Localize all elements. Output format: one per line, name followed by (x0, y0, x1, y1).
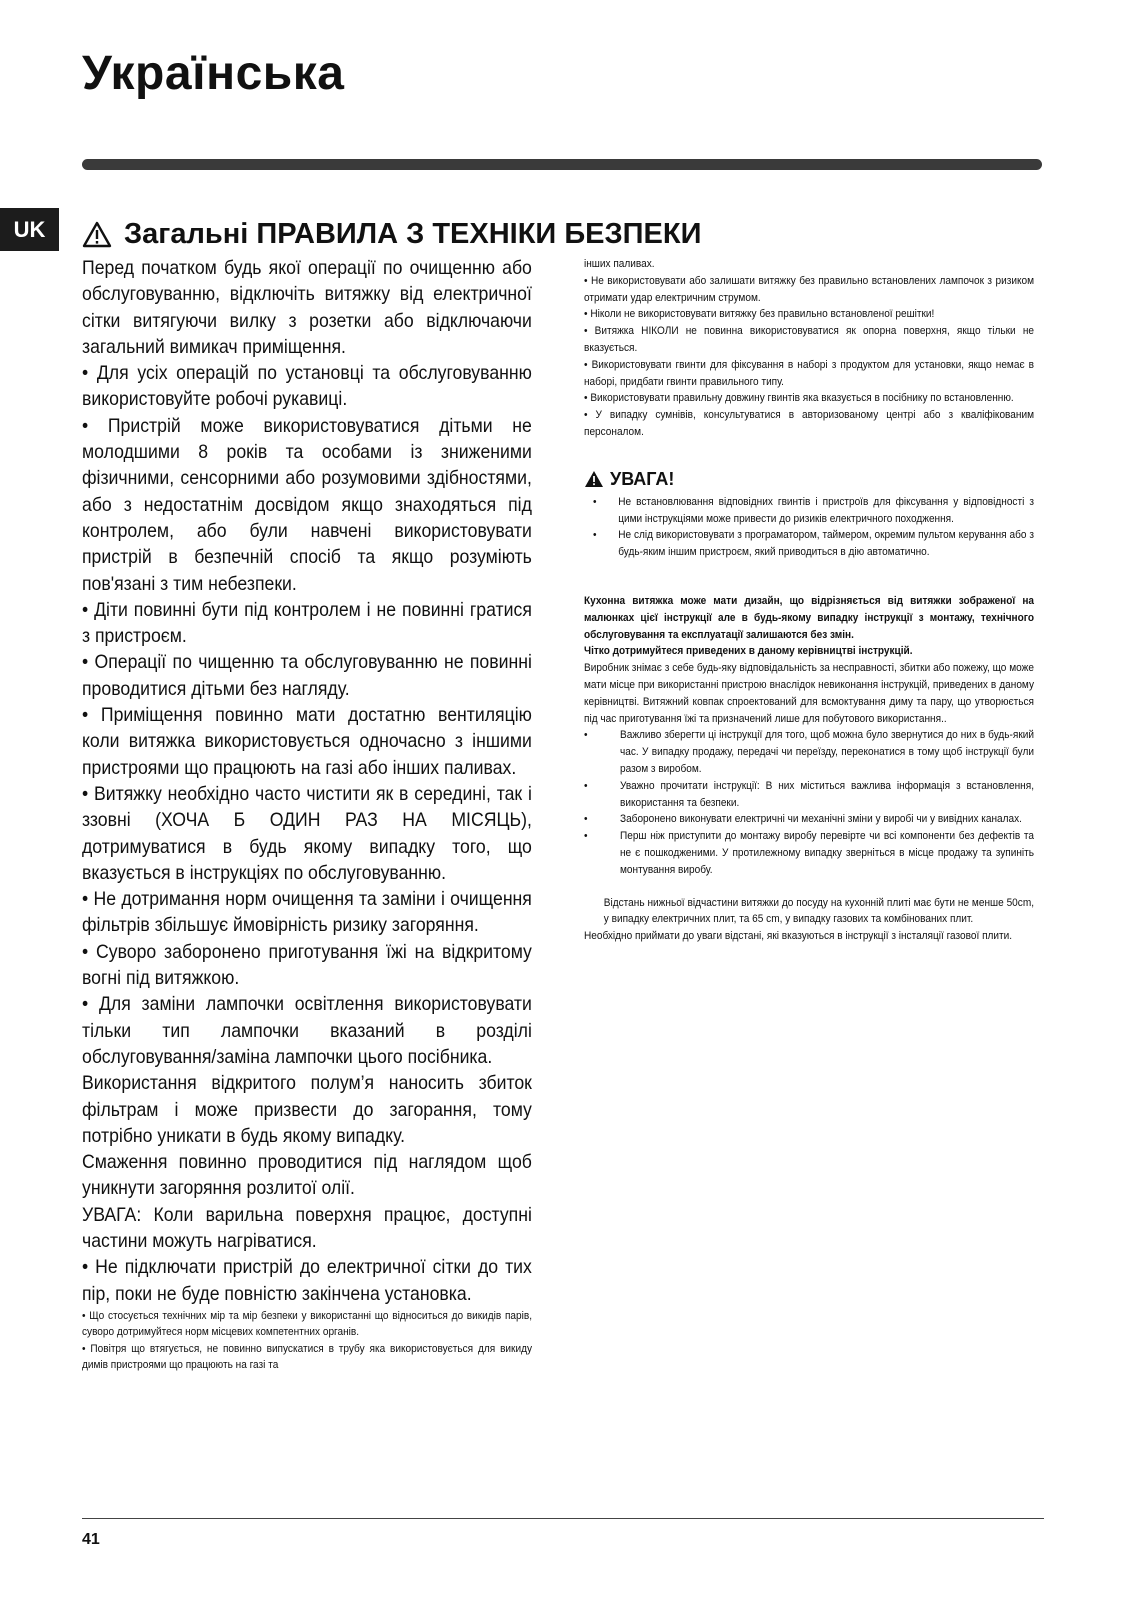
list-item-text: Уважно прочитати інструкції: В них міститься важлива інформація з встановлення, використання та безпеки. (620, 779, 1034, 809)
list-item-text: Не слід використовувати з програматором, таймером, окремим пультом керування або з будь-яким іншим пристроєм, який приводиться в дію автоматично. (618, 529, 1034, 559)
bullet: • (584, 813, 588, 826)
manufacturer-text: Виробник знімає з себе будь-яку відповідальність за несправності, збитки або пожежу, що може мати місце при використанні пристрою внаслідок невиконання інструкцій, приведених в даному керівництві. Витяжний ковпак спроектований для всмоктування диму та пару, що утворюється під час приготування їжі та призначений лише для побутового використання.. (584, 662, 1034, 725)
list-item (584, 494, 1034, 528)
paragraph: Перед початком будь якої операції по очищенню або обслуговуванню, відключіть витяжку від електричної сітки витягуючи вилку з розетки або відключаючи загальний вимикач приміщення. (82, 258, 532, 358)
paragraph: • Використовувати правильну довжину гвинтів яка вказується в посібнику по встановленню. (584, 392, 1014, 405)
paragraph: • Не дотримання норм очищення та заміни і очищення фільтрів збільшує ймовірність ризику загоряння. (82, 889, 532, 937)
bullet: • (584, 830, 588, 843)
paragraph: УВАГА: Коли варильна поверхня працює, доступні частини можуть нагріватися. (82, 1204, 532, 1252)
section-title (82, 218, 701, 251)
gas-note: Необхідно приймати до уваги відстані, які вказуються в інструкції з інсталяції газової плити. (584, 930, 1013, 943)
list-item-text: Заборонено виконувати електричні чи механічні зміни у виробі чи у вивідних каналах. (620, 813, 1022, 826)
paragraph: • Суворо заборонено приготування їжі на відкритому вогні під витяжкою. (82, 941, 532, 990)
list-item-text: Важливо зберегти ці інструкції для того, щоб можна було звернутися до них в будь-який час. У випадку продажу, передачі чи переїзду, переконатися в тому щоб інструкції були разом з виробом. (620, 729, 1034, 775)
paragraph: • Використовувати гвинти для фіксування в наборі з продуктом для установки, якщо немає в наборі, придбати гвинти правильного типу. (584, 358, 1034, 388)
warning-filled-icon (584, 470, 604, 488)
distance-note: Відстань нижньої відчастини витяжки до посуду на кухонній плиті має бути не менше 50cm, у випадку електричних плит, та 65 cm, у випадку газових та комбінованих плит. (603, 896, 1034, 926)
paragraph: • Не використовувати або залишати витяжку без правильно встановлених лампочок з ризиком отримати удар електричним струмом. (584, 274, 1034, 304)
small-paragraph: • Що стосується технічних мір та мір безпеки у використанні що відноситься до викидів парів, суворо дотримуйтеся норм місцевих компетентних органів. (82, 1309, 532, 1339)
list-item (584, 527, 1034, 561)
paragraph: • Операції по чищенню та обслуговуванню не повинні проводитися дітьми без нагляду. (82, 652, 532, 700)
paragraph: • Не підключати пристрій до електричної сітки до тих пір, поки не буде повністю закінчена установка. (82, 1257, 532, 1305)
design-note: Кухонна витяжка може мати дизайн, що відрізняється від витяжки зображеної на малюнках цієї інструкції але в будь-якому випадку інструкції з монтажу, технічного обслуговування та експлуатації залишаются без змін. (584, 594, 1034, 641)
section-title-text: Загальні ПРАВИЛА З ТЕХНІКИ БЕЗПЕКИ (124, 218, 702, 250)
footer-rule (82, 1518, 1044, 1519)
paragraph: Використання відкритого полум’я наносить збиток фільтрам і може призвести до загорання, тому потрібно уникати в будь якому випадку. (82, 1073, 532, 1147)
list-item (584, 828, 1034, 878)
paragraph: • Для заміни лампочки освітлення використовувати тільки тип лампочки вказаний в розділі обслуговування/заміна лампочки цього посібника. (82, 994, 532, 1068)
header-rule (82, 159, 1042, 170)
paragraph: • Витяжку необхідно часто чистити як в середині, так і ззовні (ХОЧА Б ОДИН РАЗ НА МІСЯЦЬ), дотримуватися в будь якому випадку того, що вказується в інструкціях по обслуговуванню. (82, 783, 532, 884)
language-title: Українська (82, 47, 345, 100)
warning-triangle-icon (82, 221, 112, 248)
list-item-text: Не встановлювання відповідних гвинтів і пристроїв для фіксування у відповідності з цими інструкціями може привести до ризиків електричного походження. (618, 495, 1034, 525)
language-tab: UK (0, 208, 59, 251)
paragraph: • Приміщення повинно мати достатню вентиляцію коли витяжка використовується одночасно з іншими пристроями що працюють на газі або інших паливах. (82, 705, 532, 779)
paragraph: • Витяжка НІКОЛИ не повинна використовуватися як опорна поверхня, якщо тільки не вказується. (584, 325, 1034, 354)
list-item-text: Перш ніж приступити до монтажу виробу перевірте чи всі компоненти без дефектів та не є пошкодженими. У протилежному випадку зверніться в місце продажу та зупиніть монтування виробу. (620, 830, 1034, 876)
bullet-list (584, 727, 1034, 878)
bullet: • (593, 495, 597, 508)
paragraph: • Пристрій може використовуватися дітьми не молодшими 8 років та особами із зниженими фізичними, сенсорними або розумовими здібностями, або з недостатнім досвідом якщо знаходяться під контролем, або були навчені використовувати пристрій в безпечній спосіб та якщо розуміють пов'язані з тим небезпеки. (82, 415, 532, 595)
warning-list (584, 494, 1034, 561)
right-column (584, 256, 1034, 945)
paragraph: • Ніколи не використовувати витяжку без правильно встановленої решітки! (584, 308, 935, 321)
page-number: 41 (82, 1531, 100, 1548)
paragraph: інших паливах. (584, 258, 655, 270)
paragraph: • Для усіх операцій по установці та обслуговуванню використовуйте робочі рукавиці. (82, 363, 532, 411)
left-column (82, 256, 532, 1374)
small-paragraph: • Повітря що втягується, не повинно випускатися в трубу яка використовується для викиду димів пристроями що працюють на газі та (82, 1342, 532, 1372)
paragraph: • У випадку сумнівів, консультуватися в авторизованому центрі або з кваліфікованим персоналом. (584, 409, 1034, 438)
follow-instructions-note: Чітко дотримуйтеся приведених в даному керівництві інструкцій. (584, 645, 913, 658)
warning-title: УВАГА! (610, 468, 675, 489)
bullet: • (584, 729, 588, 742)
bullet: • (593, 529, 597, 542)
bullet: • (584, 779, 588, 792)
list-item (584, 778, 1034, 812)
list-item (584, 811, 1034, 828)
list-item (584, 727, 1034, 777)
paragraph: Смаження повинно проводитися під наглядом щоб уникнути загоряння розлитої олії. (82, 1152, 532, 1200)
warning-heading (584, 469, 1034, 490)
paragraph: • Діти повинні бути під контролем і не повинні гратися з пристроєм. (82, 599, 532, 648)
